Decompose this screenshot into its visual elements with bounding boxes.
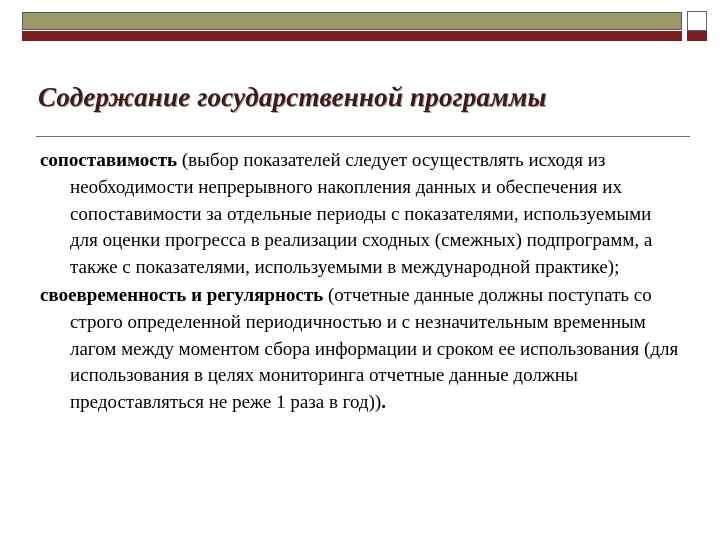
suffix-timeliness: . (381, 392, 387, 414)
term-timeliness: своевременность и регулярность (40, 284, 324, 306)
slide-body (40, 148, 680, 417)
corner-filled-square (687, 31, 707, 41)
corner-outline-square (687, 11, 707, 31)
slide-title: Содержание государственной программы (38, 82, 547, 112)
paragraph-comparability (40, 148, 680, 282)
term-comparability: сопоставимость (40, 150, 178, 171)
paragraph-timeliness (40, 283, 680, 417)
text-comparability: (выбор показателей следует осуществлять исходя из необходимости непрерывного накопления данных и обеспечения их сопоставимости за отдельные периоды с показателями, используемыми для оценки прогресса в реализации сходных (смежных) подпрограмм, а также с показателями, используемыми в международной практике); (70, 150, 653, 279)
title-divider (36, 136, 690, 137)
text-timeliness: (отчетные данные должны поступать со строго определенной периодичностью и с незначительным временным лагом между моментом сбора информации и сроком ее использования (для использования в целях мониторинга отчетные данные должны предоставляться не реже 1 раза в год)) (70, 284, 679, 414)
header-maroon-bar (22, 31, 682, 41)
header-olive-bar (22, 12, 682, 30)
